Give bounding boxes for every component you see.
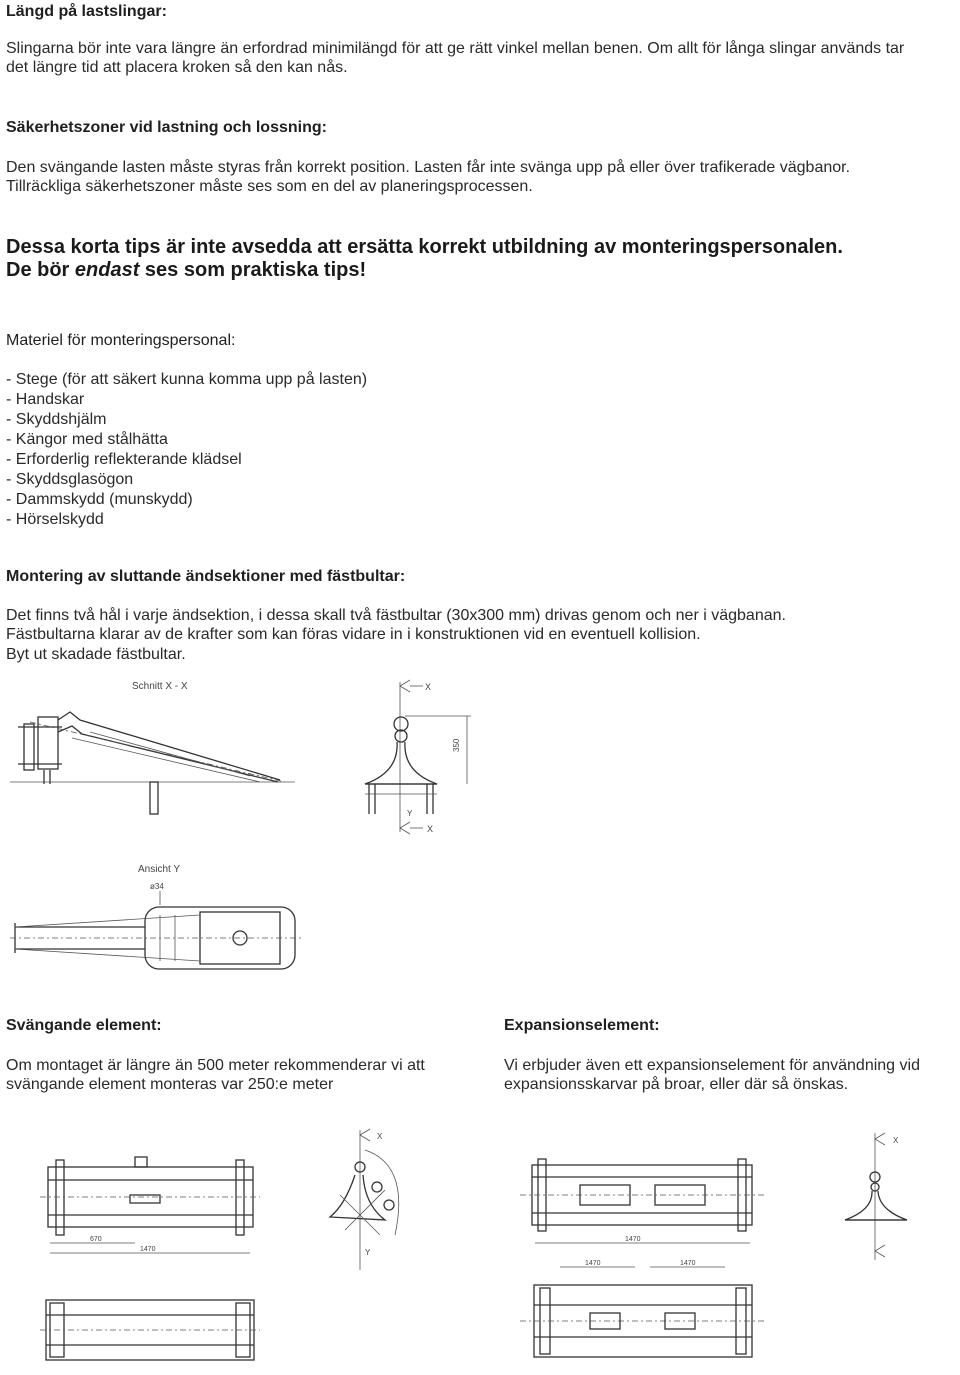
materials-list [6,370,367,530]
heading-safety-zones: Säkerhetszoner vid lastning och lossning: [6,119,327,136]
svg-text:1470: 1470 [140,1246,156,1253]
heading-mounting: Montering av sluttande ändsektioner med fästbultar: [6,568,406,585]
view-label: Ansicht Y [138,864,181,875]
x-marker-bottom: X [427,824,434,834]
expansion-element-plan-drawing [520,1155,765,1370]
heading-materials: Materiel för monteringspersonal: [6,332,236,349]
paragraph-expansion-line-1: Vi erbjuder även ett expansionselement för användning vid [504,1057,920,1074]
svg-text:ø34: ø34 [150,882,164,891]
list-item: - Kängor med stålhätta [6,431,168,448]
paragraph-safety-line-2: Tillräckliga säkerhetszoner måste ses som en del av planeringsprocessen. [6,178,533,195]
svg-text:350: 350 [452,738,461,752]
x-marker-top: X [425,682,432,692]
paragraph-sling-length: Slingarna bör inte vara längre än erfordrad minimilängd för att ge rätt vinkel mellan benen. Om allt för långa slingar används tar det längre tid att placera kroken så den kan nås. [6,40,905,76]
svg-text:670: 670 [90,1236,102,1243]
y-marker: Y [407,809,413,818]
paragraph-mounting-line-1: Det finns två hål i varje ändsektion, i dessa skall två fästbultar (30x300 mm) drivas genom och ner i vägbanan. [6,607,786,624]
paragraph-expansion-line-2: expansionsskarvar på broar, eller där så önskas. [504,1076,849,1093]
expansion-element-column [504,1016,960,1094]
heading-sling-length: Längd på lastslingar: [6,3,167,20]
list-item: - Skyddsglasögon [6,471,134,488]
list-item: - Handskar [6,391,85,408]
list-item: - Erforderlig reflekterande klädsel [6,451,242,468]
swinging-element-rotation-drawing [325,1125,415,1275]
paragraph-safety-line-1: Den svängande lasten måste styras från korrekt position. Lasten får inte svänga upp på eller över trafikerade vägbanor. [6,159,851,176]
x-marker-rotation: X [377,1132,383,1141]
paragraph-mounting-line-3: Byt ut skadade fästbultar. [6,646,186,663]
end-section-top-drawing [10,855,310,975]
notice-line-2: De bör endast ses som praktiska tips! [6,259,367,281]
end-section-side-drawing [10,672,300,832]
y-marker-rotation: Y [365,1248,371,1257]
end-section-front-drawing [345,672,485,842]
svg-text:1470: 1470 [585,1260,601,1267]
swinging-element-plan-drawing [40,1155,260,1370]
list-item: - Skyddshjälm [6,411,107,428]
paragraph-swinging-line-1: Om montaget är längre än 500 meter rekommenderar vi att [6,1057,425,1074]
paragraph-mounting-line-2: Fästbultarna klarar av de krafter som kan föras vidare in i konstruktionen vid en eventuell kollision. [6,626,701,643]
expansion-element-front-drawing [835,1125,925,1265]
paragraph-swinging-line-2: svängande element monteras var 250:e meter [6,1076,334,1093]
section-label: Schnitt X - X [132,681,188,692]
notice-line-1: Dessa korta tips är inte avsedda att ersätta korrekt utbildning av monteringspersonalen. [6,236,843,258]
list-item: - Dammskydd (munskydd) [6,491,193,508]
svg-text:1470: 1470 [625,1236,641,1243]
list-item: - Stege (för att säkert kunna komma upp på lasten) [6,371,368,388]
heading-expansion-element: Expansionselement: [504,1017,660,1034]
svg-text:1470: 1470 [680,1260,696,1267]
list-item: - Hörselskydd [6,511,104,528]
swinging-element-column [6,1016,466,1094]
x-marker-expansion: X [893,1136,899,1145]
notice-emphasis: endast [74,259,140,281]
heading-swinging-element: Svängande element: [6,1017,162,1034]
